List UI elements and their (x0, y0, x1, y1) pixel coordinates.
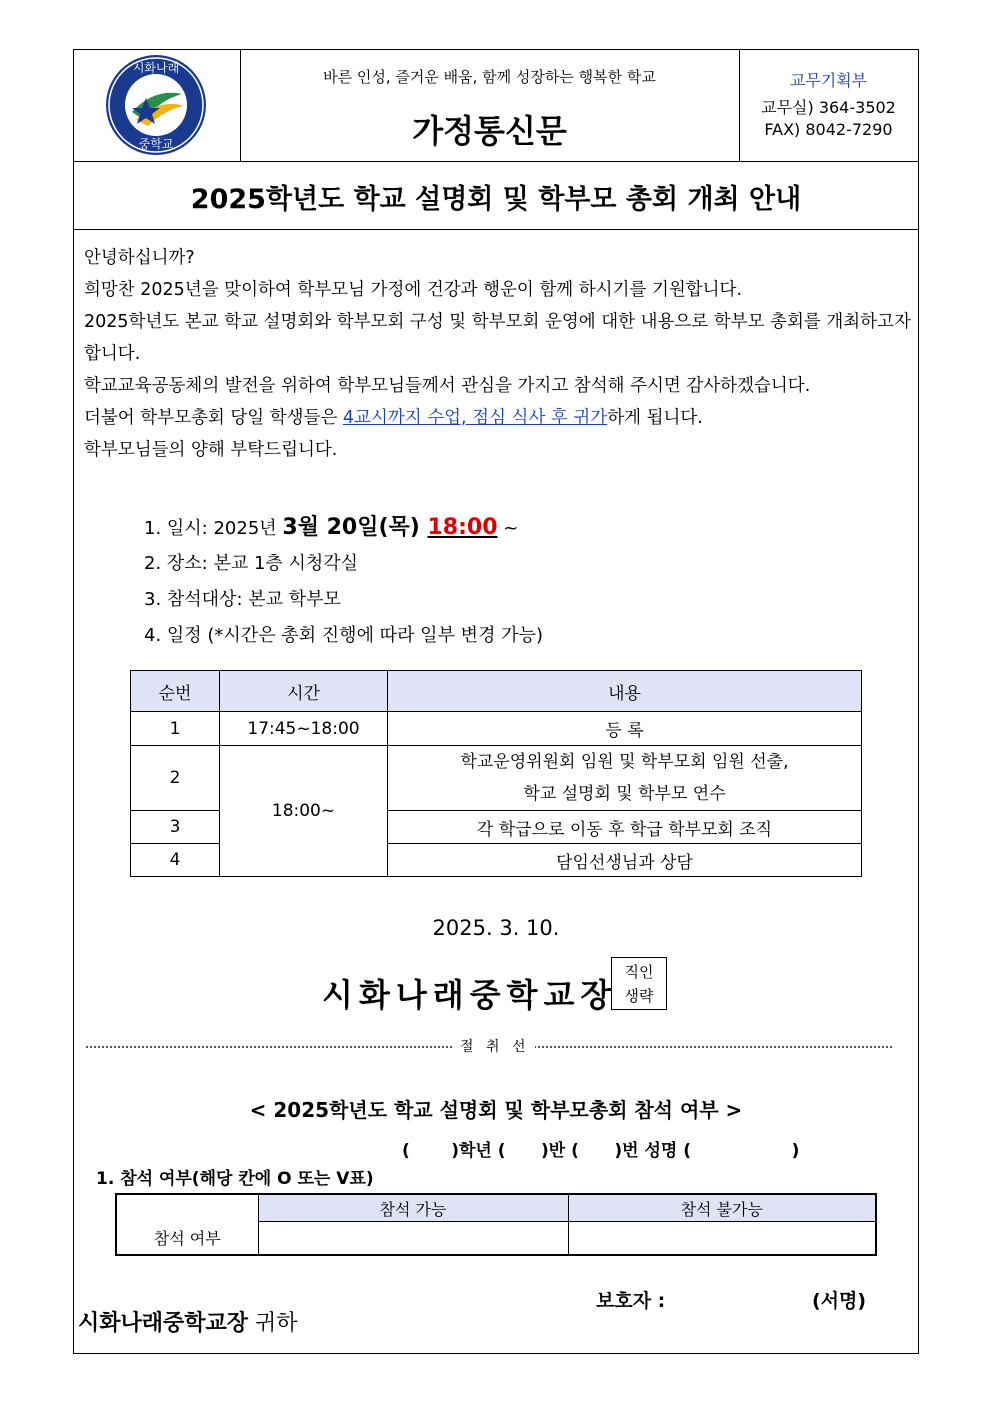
schedule-table (130, 670, 862, 877)
body-text (84, 242, 914, 466)
blank-header (116, 1194, 258, 1222)
cell-time: 17:45~18:00 (220, 712, 388, 746)
cell-no: 2 (131, 746, 220, 811)
item-date-pre: 1. 일시: 2025년 (144, 518, 283, 539)
cell-time: 18:00~ (220, 746, 388, 877)
info-items (144, 510, 543, 654)
item-date-time: 18:00 (427, 515, 498, 540)
school-logo (74, 50, 240, 161)
cell-no: 4 (131, 844, 220, 877)
document-frame (73, 49, 919, 1354)
seal-box (611, 957, 667, 1010)
body-line (84, 402, 914, 434)
body-line: 학부모님들의 양해 부탁드립니다. (84, 440, 338, 460)
attend-no-cell[interactable] (568, 1222, 876, 1256)
addressee (78, 1306, 298, 1337)
logo-text-top: 시화나래 (132, 61, 180, 75)
contact-cell (739, 50, 918, 161)
seal-line2: 생략 (624, 987, 654, 1005)
greeting: 안녕하십니까? (84, 248, 195, 268)
item-target: 3. 참석대상: 본교 학부모 (144, 589, 341, 610)
addressee-suffix: 귀하 (248, 1311, 298, 1336)
body-line-pre: 더불어 학부모총회 당일 학생들은 (84, 408, 343, 428)
addressee-name: 시화나래중학교장 (78, 1311, 249, 1336)
attend-yes-cell[interactable] (258, 1222, 568, 1256)
col-time-header: 시간 (220, 671, 388, 712)
page-title: 2025학년도 학교 설명회 및 학부모 총회 개최 안내 (190, 184, 802, 215)
table-header-row (116, 1194, 876, 1222)
col-yes-header: 참석 가능 (258, 1194, 568, 1222)
col-content-header: 내용 (388, 671, 862, 712)
guardian-label: 보호자 : (596, 1290, 666, 1312)
cell-content (388, 746, 862, 811)
body-line: 2025학년도 본교 학교 설명회와 학부모회 구성 및 학부모회 운영에 대한 내용으로 학부모 총회를 개최하고자 합니다. (84, 312, 911, 364)
fax: FAX) 8042-7290 (764, 120, 893, 139)
signature-label[interactable]: (서명) (812, 1290, 867, 1312)
cell-content: 담임선생님과 상담 (388, 844, 862, 877)
title-row (74, 161, 918, 230)
student-info-line[interactable]: ( )학년 ( )반 ( )번 성명 ( ) (402, 1141, 800, 1161)
school-motto: 바른 인성, 즐거운 배움, 함께 성장하는 행복한 학교 (323, 68, 656, 86)
table-header-row (131, 671, 862, 712)
header (74, 50, 918, 162)
body-line: 학교교육공동체의 발전을 위하여 학부모님들께서 관심을 가지고 참석해 주시면 감사하겠습니다. (84, 376, 811, 396)
body-line: 희망찬 2025년을 맞이하여 학부모님 가정에 건강과 행운이 함께 하시기를 기원합니다. (84, 280, 743, 300)
table-row (131, 712, 862, 746)
attendance-table (115, 1193, 877, 1256)
logo-cell (74, 50, 241, 161)
logo-text-bottom: 중학교 (138, 137, 174, 151)
col-no-header: 순번 (131, 671, 220, 712)
attendance-question: 1. 참석 여부(해당 칸에 O 또는 V표) (96, 1169, 374, 1189)
issue-date: 2025. 3. 10. (432, 916, 560, 940)
table-row (131, 746, 862, 811)
body-line-post: 하게 됩니다. (607, 408, 703, 428)
item-date-post: ~ (497, 518, 519, 539)
item-schedule: 4. 일정 (*시간은 총회 진행에 따라 일부 변경 가능) (144, 625, 543, 646)
cell-content: 각 학급으로 이동 후 학급 학부모회 조직 (388, 811, 862, 844)
item-place: 2. 장소: 본교 1층 시청각실 (144, 553, 359, 574)
phone: 교무실) 364-3502 (761, 98, 896, 117)
reply-title: < 2025학년도 학교 설명회 및 학부모총회 참석 여부 > (249, 1098, 743, 1122)
header-center (240, 50, 740, 161)
department: 교무기획부 (789, 71, 868, 90)
row-label: 참석 여부 (116, 1222, 258, 1256)
doc-type: 가정통신문 (412, 112, 567, 150)
highlight-text: 4교시까지 수업, 점심 식사 후 귀가 (342, 408, 608, 428)
col-no-header: 참석 불가능 (568, 1194, 876, 1222)
cut-label: 절 취 선 (454, 1036, 535, 1056)
cell-no: 1 (131, 712, 220, 746)
cell-content: 등 록 (388, 712, 862, 746)
table-row (116, 1222, 876, 1256)
item-date-day: 3월 20일(목) (282, 515, 428, 540)
cell-content-line1: 학교운영위원회 임원 및 학부모회 임원 선출, (460, 752, 789, 772)
cell-no: 3 (131, 811, 220, 844)
cell-content-line2: 학교 설명회 및 학부모 연수 (523, 784, 726, 804)
seal-line1: 직인 (624, 963, 654, 981)
principal-name: 시화나래중학교장 (322, 976, 618, 1014)
item-date (144, 510, 543, 546)
